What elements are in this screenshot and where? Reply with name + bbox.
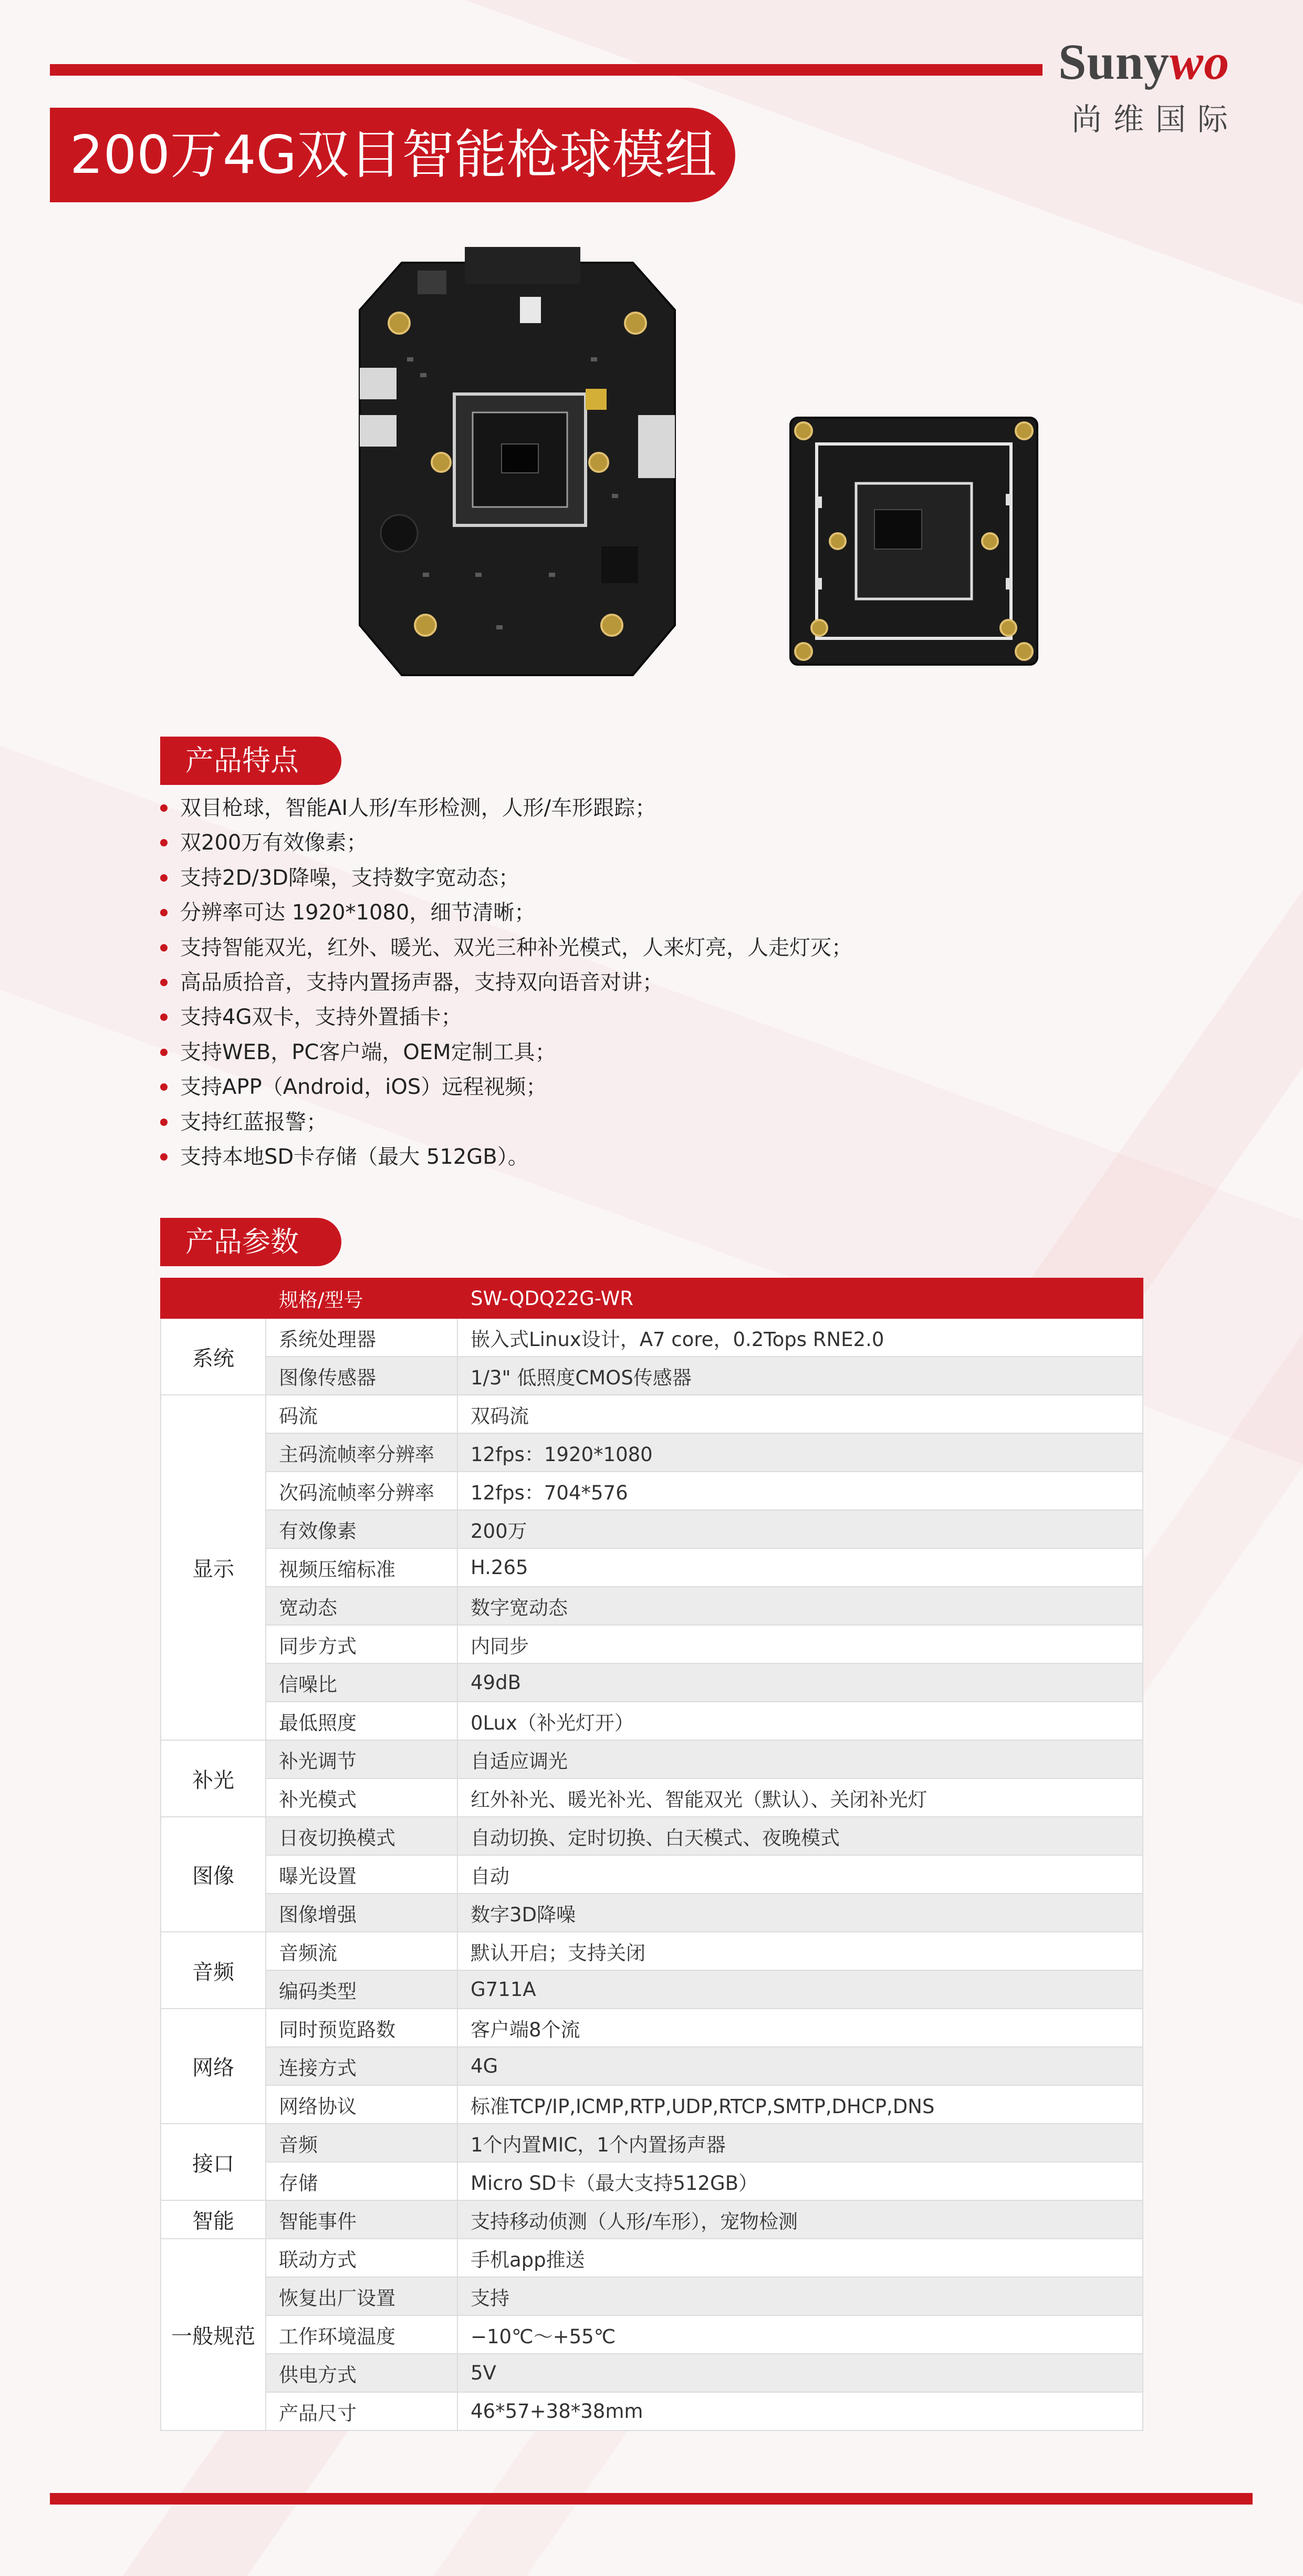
feature-item (160, 825, 852, 860)
param-value: 自适应调光 (457, 1740, 1143, 1778)
param-value: H.265 (457, 1548, 1143, 1587)
param-value: 嵌入式Linux设计，A7 core，0.2Tops RNE2.0 (457, 1318, 1143, 1357)
group-label: 补光 (161, 1740, 266, 1817)
bullet-dot-icon (160, 909, 168, 916)
table-row (161, 1510, 1143, 1548)
param-value: 200万 (457, 1510, 1143, 1548)
param-name: 工作环境温度 (266, 2315, 457, 2354)
brand-logo (1058, 33, 1229, 91)
table-row (161, 1472, 1143, 1510)
param-name: 补光模式 (266, 1778, 457, 1817)
bullet-dot-icon (160, 804, 168, 812)
header-empty-cell (161, 1278, 266, 1318)
param-name: 次码流帧率分辨率 (266, 1472, 457, 1510)
param-name: 音频 (266, 2124, 457, 2162)
param-value: 默认开启；支持关闭 (457, 1932, 1143, 1970)
feature-item (160, 965, 852, 1000)
param-value: 4G (457, 2047, 1143, 2085)
param-name: 产品尺寸 (266, 2392, 457, 2430)
feature-item (160, 930, 852, 965)
param-value: 标准TCP/IP,ICMP,RTP,UDP,RTCP,SMTP,DHCP,DNS (457, 2085, 1143, 2124)
feature-item (160, 1140, 852, 1174)
table-row (161, 1548, 1143, 1587)
feature-text: 分辨率可达 1920*1080，细节清晰； (180, 901, 536, 925)
param-value: 客户端8个流 (457, 2009, 1143, 2047)
header-spec: 规格/型号 (266, 1278, 457, 1318)
param-name: 有效像素 (266, 1510, 457, 1548)
table-row (161, 1894, 1143, 1932)
bottom-accent-bar (50, 2493, 1253, 2505)
param-value: Micro SD卡（最大支持512GB） (457, 2162, 1143, 2200)
group-label: 系统 (161, 1318, 266, 1395)
param-name: 音频流 (266, 1932, 457, 1970)
feature-text: 双目枪球，智能AI人形/车形检测，人形/车形跟踪； (180, 796, 656, 820)
param-value: G711A (457, 1970, 1143, 2009)
brand-logo-chinese: 尚维国际 (1071, 101, 1240, 137)
param-name: 视频压缩标准 (266, 1548, 457, 1587)
feature-text: 支持智能双光，红外、暖光、双光三种补光模式，人来灯亮，人走灯灭； (180, 935, 852, 960)
params-section-label: 产品参数 (160, 1218, 341, 1266)
feature-text: 高品质拾音，支持内置扬声器，支持双向语音对讲； (180, 970, 663, 995)
param-name: 码流 (266, 1395, 457, 1433)
params-header-row (161, 1278, 1143, 1318)
table-row (161, 1740, 1143, 1778)
table-row (161, 2162, 1143, 2200)
group-label: 音频 (161, 1932, 266, 2009)
feature-text: 支持4G双卡，支持外置插卡； (180, 1005, 462, 1030)
bullet-dot-icon (160, 944, 168, 951)
param-name: 同时预览路数 (266, 2009, 457, 2047)
logo-text-main: Suny (1058, 34, 1170, 90)
bullet-dot-icon (160, 1153, 168, 1161)
table-row (161, 1433, 1143, 1472)
param-value: 5V (457, 2354, 1143, 2392)
feature-item (160, 895, 852, 930)
features-list (160, 791, 852, 1174)
features-section-label: 产品特点 (160, 737, 341, 785)
param-name: 日夜切换模式 (266, 1817, 457, 1855)
param-name: 宽动态 (266, 1587, 457, 1625)
param-name: 图像传感器 (266, 1357, 457, 1395)
table-row (161, 2085, 1143, 2124)
param-value: 自动切换、定时切换、白天模式、夜晚模式 (457, 1817, 1143, 1855)
param-name: 同步方式 (266, 1625, 457, 1663)
param-name: 信噪比 (266, 1663, 457, 1702)
table-row (161, 2354, 1143, 2392)
param-name: 补光调节 (266, 1740, 457, 1778)
bullet-dot-icon (160, 874, 168, 882)
table-row (161, 1855, 1143, 1894)
group-label: 显示 (161, 1395, 266, 1740)
feature-text: 支持2D/3D降噪，支持数字宽动态； (180, 865, 519, 890)
param-value: 数字宽动态 (457, 1587, 1143, 1625)
param-value: 49dB (457, 1663, 1143, 1702)
group-label: 接口 (161, 2124, 266, 2200)
param-name: 编码类型 (266, 1970, 457, 2009)
table-row (161, 1318, 1143, 1357)
feature-text: 支持WEB，PC客户端，OEM定制工具； (180, 1040, 556, 1064)
feature-item (160, 1070, 852, 1104)
param-name: 智能事件 (266, 2200, 457, 2239)
params-table (160, 1278, 1143, 2431)
param-value: 1/3" 低照度CMOS传感器 (457, 1357, 1143, 1395)
param-value: 支持移动侦测（人形/车形），宠物检测 (457, 2200, 1143, 2239)
top-accent-bar (50, 64, 1043, 76)
bullet-dot-icon (160, 979, 168, 986)
param-name: 系统处理器 (266, 1318, 457, 1357)
param-value: 46*57+38*38mm (457, 2392, 1143, 2430)
main-pcb-image (339, 247, 696, 688)
param-name: 主码流帧率分辨率 (266, 1433, 457, 1472)
table-row (161, 2047, 1143, 2085)
table-row (161, 2315, 1143, 2354)
table-row (161, 1395, 1143, 1433)
feature-item (160, 1035, 852, 1070)
param-value: 数字3D降噪 (457, 1894, 1143, 1932)
table-row (161, 1817, 1143, 1855)
feature-text: 双200万有效像素； (180, 831, 368, 855)
param-value: 双码流 (457, 1395, 1143, 1433)
table-row (161, 1663, 1143, 1702)
feature-text: 支持APP（Android，iOS）远程视频； (180, 1075, 547, 1100)
table-row (161, 1932, 1143, 1970)
table-row (161, 2239, 1143, 2277)
param-name: 联动方式 (266, 2239, 457, 2277)
feature-item (160, 1000, 852, 1034)
group-label: 图像 (161, 1817, 266, 1932)
bullet-dot-icon (160, 839, 168, 846)
param-name: 供电方式 (266, 2354, 457, 2392)
param-value: 12fps：704*576 (457, 1472, 1143, 1510)
param-value: 12fps：1920*1080 (457, 1433, 1143, 1472)
param-value: 自动 (457, 1855, 1143, 1894)
bullet-dot-icon (160, 1013, 168, 1021)
feature-text: 支持本地SD卡存储（最大 512GB）。 (180, 1145, 529, 1170)
table-row (161, 1357, 1143, 1395)
param-value: 支持 (457, 2277, 1143, 2315)
header-model: SW-QDQ22G-WR (457, 1278, 1143, 1318)
table-row (161, 1702, 1143, 1740)
param-name: 图像增强 (266, 1894, 457, 1932)
table-row (161, 1778, 1143, 1817)
table-row (161, 2124, 1143, 2162)
table-row (161, 1625, 1143, 1663)
param-value: 1个内置MIC，1个内置扬声器 (457, 2124, 1143, 2162)
param-value: −10℃～+55℃ (457, 2315, 1143, 2354)
bullet-dot-icon (160, 1049, 168, 1056)
table-row (161, 1587, 1143, 1625)
table-row (161, 2009, 1143, 2047)
bullet-dot-icon (160, 1119, 168, 1126)
param-name: 曝光设置 (266, 1855, 457, 1894)
page-title: 200万4G双目智能枪球模组 (50, 108, 735, 202)
param-name: 恢复出厂设置 (266, 2277, 457, 2315)
group-label: 一般规范 (161, 2239, 266, 2430)
table-row (161, 2392, 1143, 2430)
group-label: 网络 (161, 2009, 266, 2124)
param-value: 内同步 (457, 1625, 1143, 1663)
feature-item (160, 1105, 852, 1140)
param-name: 存储 (266, 2162, 457, 2200)
param-name: 网络协议 (266, 2085, 457, 2124)
table-row (161, 1970, 1143, 2009)
logo-text-accent: wo (1170, 34, 1230, 90)
params-body (161, 1318, 1143, 2430)
table-row (161, 2200, 1143, 2239)
group-label: 智能 (161, 2200, 266, 2239)
param-name: 连接方式 (266, 2047, 457, 2085)
param-name: 最低照度 (266, 1702, 457, 1740)
param-value: 手机app推送 (457, 2239, 1143, 2277)
feature-item (160, 791, 852, 825)
feature-text: 支持红蓝报警； (180, 1110, 327, 1134)
param-value: 红外补光、暖光补光、智能双光（默认）、关闭补光灯 (457, 1778, 1143, 1817)
param-value: 0Lux（补光灯开） (457, 1702, 1143, 1740)
feature-item (160, 861, 852, 895)
sensor-pcb-image (788, 415, 1040, 667)
table-row (161, 2277, 1143, 2315)
bullet-dot-icon (160, 1083, 168, 1091)
